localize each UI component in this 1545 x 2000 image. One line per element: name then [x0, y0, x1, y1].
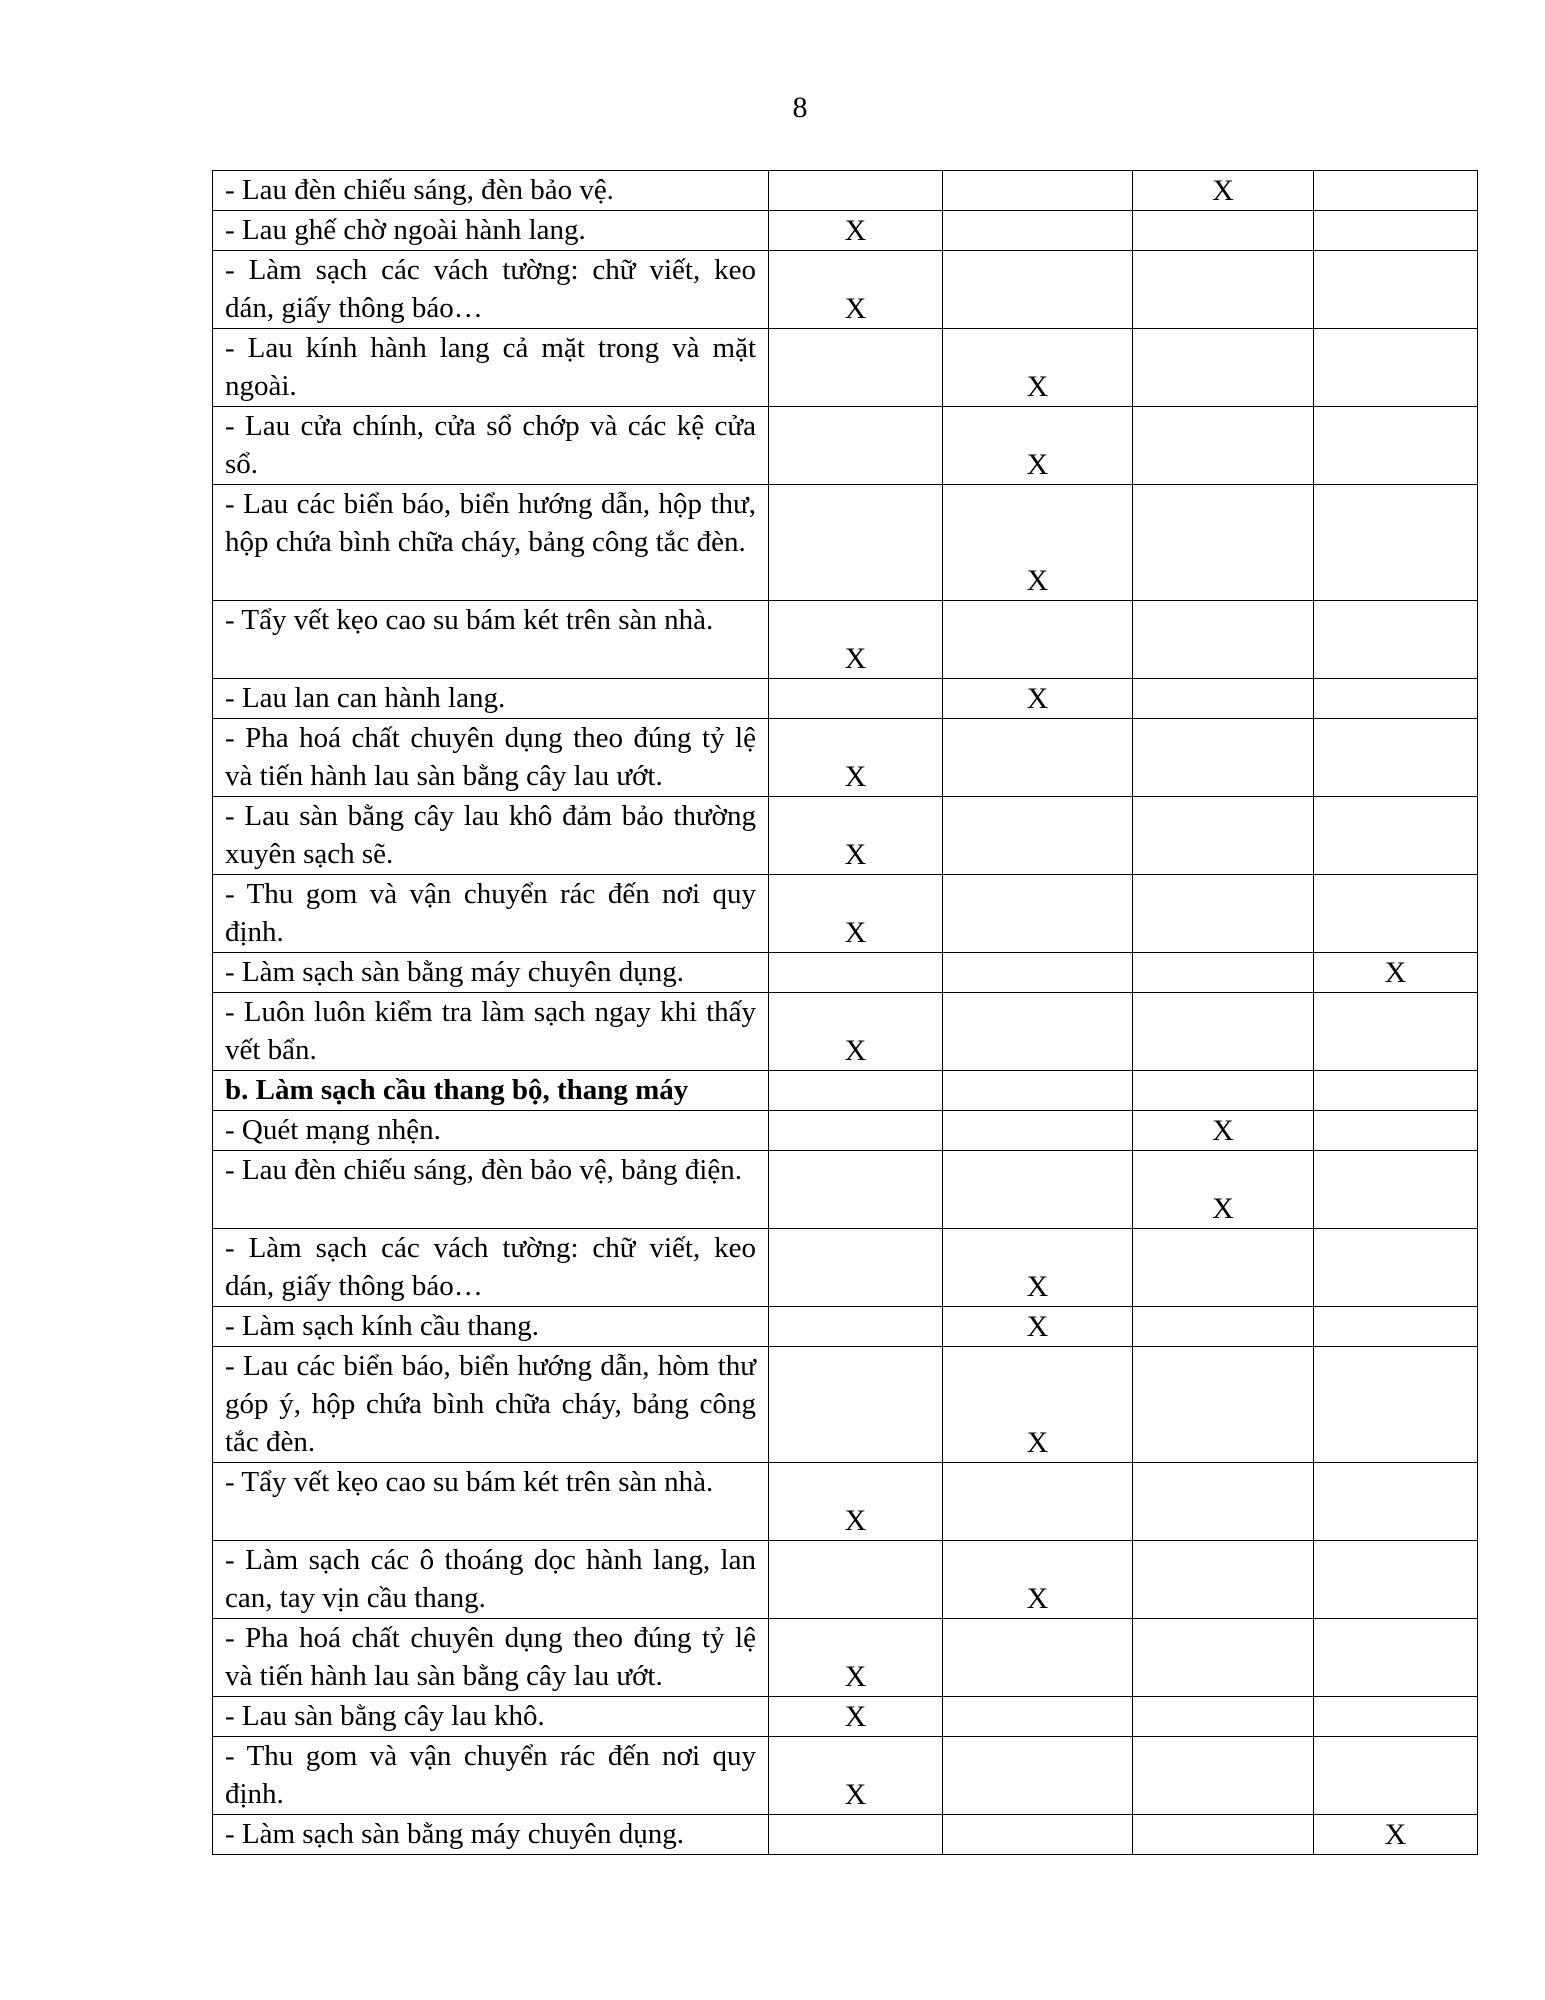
table-row	[213, 1697, 1478, 1737]
task-description: - Pha hoá chất chuyên dụng theo đúng tỷ lệ và tiến hành lau sàn bằng cây lau ướt.	[213, 719, 769, 797]
table-row	[213, 1347, 1478, 1463]
frequency-cell-col4	[1314, 875, 1478, 953]
frequency-cell-col1	[769, 601, 943, 679]
frequency-cell-col2	[943, 601, 1133, 679]
frequency-cell-col3	[1133, 1307, 1314, 1347]
check-mark: X	[844, 838, 867, 871]
table-row	[213, 1151, 1478, 1229]
check-mark: X	[1026, 1582, 1049, 1615]
table-row	[213, 797, 1478, 875]
check-mark: X	[1384, 1818, 1407, 1851]
frequency-cell-col2	[943, 1697, 1133, 1737]
check-mark: X	[1026, 564, 1049, 597]
table-row	[213, 171, 1478, 211]
table-row	[213, 1307, 1478, 1347]
frequency-cell-col1	[769, 1071, 943, 1111]
task-description: - Làm sạch các vách tường: chữ viết, keo dán, giấy thông báo…	[213, 1229, 769, 1307]
frequency-cell-col4	[1314, 1541, 1478, 1619]
table-row	[213, 211, 1478, 251]
check-mark: X	[1026, 448, 1049, 481]
frequency-cell-col3	[1133, 211, 1314, 251]
frequency-cell-col4	[1314, 211, 1478, 251]
table-row	[213, 719, 1478, 797]
task-description: - Lau đèn chiếu sáng, đèn bảo vệ.	[213, 171, 769, 211]
table-row	[213, 329, 1478, 407]
frequency-cell-col3	[1133, 679, 1314, 719]
frequency-cell-col2	[943, 1229, 1133, 1307]
frequency-cell-col4	[1314, 679, 1478, 719]
task-description: - Lau lan can hành lang.	[213, 679, 769, 719]
frequency-cell-col4	[1314, 601, 1478, 679]
task-description: - Làm sạch kính cầu thang.	[213, 1307, 769, 1347]
check-mark: X	[1026, 1426, 1049, 1459]
frequency-cell-col1	[769, 1619, 943, 1697]
check-mark: X	[1384, 956, 1407, 989]
frequency-cell-col3	[1133, 1071, 1314, 1111]
frequency-cell-col2	[943, 1111, 1133, 1151]
frequency-cell-col4	[1314, 251, 1478, 329]
cleaning-schedule-table	[212, 170, 1478, 1855]
frequency-cell-col2	[943, 797, 1133, 875]
frequency-cell-col4	[1314, 1347, 1478, 1463]
frequency-cell-col4	[1314, 797, 1478, 875]
check-mark: X	[844, 1660, 867, 1693]
frequency-cell-col3	[1133, 1151, 1314, 1229]
frequency-cell-col4	[1314, 1111, 1478, 1151]
table-row	[213, 251, 1478, 329]
frequency-cell-col2	[943, 1619, 1133, 1697]
frequency-cell-col2	[943, 719, 1133, 797]
frequency-cell-col4	[1314, 1619, 1478, 1697]
frequency-cell-col1	[769, 1737, 943, 1815]
frequency-cell-col3	[1133, 953, 1314, 993]
table-row	[213, 485, 1478, 601]
frequency-cell-col1	[769, 1229, 943, 1307]
frequency-cell-col1	[769, 211, 943, 251]
frequency-cell-col1	[769, 953, 943, 993]
frequency-cell-col4	[1314, 993, 1478, 1071]
frequency-cell-col2	[943, 679, 1133, 719]
frequency-cell-col1	[769, 993, 943, 1071]
frequency-cell-col4	[1314, 329, 1478, 407]
frequency-cell-col1	[769, 407, 943, 485]
frequency-cell-col3	[1133, 1463, 1314, 1541]
check-mark: X	[844, 292, 867, 325]
frequency-cell-col4	[1314, 1229, 1478, 1307]
frequency-cell-col2	[943, 1071, 1133, 1111]
task-description: - Luôn luôn kiểm tra làm sạch ngay khi thấy vết bẩn.	[213, 993, 769, 1071]
task-description: - Lau kính hành lang cả mặt trong và mặt ngoài.	[213, 329, 769, 407]
frequency-cell-col2	[943, 1307, 1133, 1347]
frequency-cell-col1	[769, 1151, 943, 1229]
check-mark: X	[1212, 174, 1234, 207]
frequency-cell-col4	[1314, 171, 1478, 211]
table-row	[213, 1541, 1478, 1619]
frequency-cell-col4	[1314, 1151, 1478, 1229]
task-description: - Làm sạch sàn bằng máy chuyên dụng.	[213, 953, 769, 993]
check-mark: X	[1026, 682, 1049, 715]
frequency-cell-col3	[1133, 329, 1314, 407]
frequency-cell-col2	[943, 1737, 1133, 1815]
check-mark: X	[844, 760, 867, 793]
frequency-cell-col2	[943, 485, 1133, 601]
frequency-cell-col2	[943, 211, 1133, 251]
task-description: - Thu gom và vận chuyển rác đến nơi quy định.	[213, 1737, 769, 1815]
frequency-cell-col3	[1133, 1229, 1314, 1307]
table-body	[213, 171, 1478, 1855]
frequency-cell-col1	[769, 875, 943, 953]
check-mark: X	[1212, 1192, 1234, 1225]
task-description: - Lau sàn bằng cây lau khô.	[213, 1697, 769, 1737]
check-mark: X	[844, 916, 867, 949]
frequency-cell-col4	[1314, 485, 1478, 601]
frequency-cell-col1	[769, 679, 943, 719]
frequency-cell-col2	[943, 1815, 1133, 1855]
frequency-cell-col4	[1314, 1697, 1478, 1737]
frequency-cell-col4	[1314, 1815, 1478, 1855]
table-row	[213, 953, 1478, 993]
frequency-cell-col2	[943, 875, 1133, 953]
check-mark: X	[844, 1700, 867, 1733]
frequency-cell-col3	[1133, 1697, 1314, 1737]
task-description: - Pha hoá chất chuyên dụng theo đúng tỷ lệ và tiến hành lau sàn bằng cây lau ướt.	[213, 1619, 769, 1697]
frequency-cell-col2	[943, 251, 1133, 329]
check-mark: X	[844, 1778, 867, 1811]
frequency-cell-col1	[769, 485, 943, 601]
table-row	[213, 1463, 1478, 1541]
check-mark: X	[1026, 1270, 1049, 1303]
frequency-cell-col2	[943, 1541, 1133, 1619]
frequency-cell-col4	[1314, 1463, 1478, 1541]
check-mark: X	[844, 1504, 867, 1537]
frequency-cell-col3	[1133, 1619, 1314, 1697]
section-heading: b. Làm sạch cầu thang bộ, thang máy	[213, 1071, 769, 1111]
frequency-cell-col4	[1314, 1737, 1478, 1815]
check-mark: X	[1026, 1310, 1049, 1343]
table-row	[213, 1737, 1478, 1815]
frequency-cell-col1	[769, 719, 943, 797]
task-description: - Quét mạng nhện.	[213, 1111, 769, 1151]
frequency-cell-col2	[943, 1151, 1133, 1229]
frequency-cell-col1	[769, 171, 943, 211]
frequency-cell-col3	[1133, 1541, 1314, 1619]
frequency-cell-col1	[769, 1815, 943, 1855]
table-row	[213, 1111, 1478, 1151]
task-description: - Thu gom và vận chuyển rác đến nơi quy định.	[213, 875, 769, 953]
frequency-cell-col3	[1133, 1737, 1314, 1815]
table-row	[213, 1229, 1478, 1307]
section-heading-row	[213, 1071, 1478, 1111]
frequency-cell-col3	[1133, 485, 1314, 601]
table-row	[213, 993, 1478, 1071]
task-description: - Làm sạch sàn bằng máy chuyên dụng.	[213, 1815, 769, 1855]
frequency-cell-col2	[943, 1347, 1133, 1463]
frequency-cell-col1	[769, 797, 943, 875]
frequency-cell-col3	[1133, 1815, 1314, 1855]
frequency-cell-col4	[1314, 1307, 1478, 1347]
frequency-cell-col1	[769, 1541, 943, 1619]
frequency-cell-col1	[769, 1463, 943, 1541]
check-mark: X	[844, 1034, 867, 1067]
frequency-cell-col3	[1133, 601, 1314, 679]
frequency-cell-col1	[769, 1697, 943, 1737]
check-mark: X	[844, 642, 867, 675]
frequency-cell-col3	[1133, 171, 1314, 211]
frequency-cell-col1	[769, 1307, 943, 1347]
task-description: - Tẩy vết kẹo cao su bám két trên sàn nhà.	[213, 601, 769, 679]
task-description: - Lau các biển báo, biển hướng dẫn, hộp thư, hộp chứa bình chữa cháy, bảng công tắc đèn.	[213, 485, 769, 601]
table-row	[213, 1619, 1478, 1697]
check-mark: X	[844, 214, 867, 247]
table-row	[213, 1815, 1478, 1855]
frequency-cell-col2	[943, 1463, 1133, 1541]
table-row	[213, 601, 1478, 679]
table-row	[213, 679, 1478, 719]
frequency-cell-col3	[1133, 407, 1314, 485]
table-row	[213, 407, 1478, 485]
task-description: - Lau các biển báo, biển hướng dẫn, hòm thư góp ý, hộp chứa bình chữa cháy, bảng công tắc đèn.	[213, 1347, 769, 1463]
check-mark: X	[1212, 1114, 1234, 1147]
page-number: 8	[792, 91, 808, 124]
frequency-cell-col2	[943, 171, 1133, 211]
frequency-cell-col1	[769, 1347, 943, 1463]
frequency-cell-col1	[769, 329, 943, 407]
frequency-cell-col3	[1133, 719, 1314, 797]
frequency-cell-col4	[1314, 719, 1478, 797]
frequency-cell-col3	[1133, 797, 1314, 875]
task-description: - Làm sạch các ô thoáng dọc hành lang, lan can, tay vịn cầu thang.	[213, 1541, 769, 1619]
task-description: - Lau cửa chính, cửa sổ chớp và các kệ cửa sổ.	[213, 407, 769, 485]
check-mark: X	[1026, 370, 1049, 403]
task-description: - Lau đèn chiếu sáng, đèn bảo vệ, bảng điện.	[213, 1151, 769, 1229]
frequency-cell-col3	[1133, 875, 1314, 953]
frequency-cell-col3	[1133, 993, 1314, 1071]
task-description: - Tẩy vết kẹo cao su bám két trên sàn nhà.	[213, 1463, 769, 1541]
frequency-cell-col1	[769, 251, 943, 329]
frequency-cell-col4	[1314, 1071, 1478, 1111]
frequency-cell-col2	[943, 329, 1133, 407]
frequency-cell-col4	[1314, 953, 1478, 993]
frequency-cell-col3	[1133, 1347, 1314, 1463]
frequency-cell-col2	[943, 993, 1133, 1071]
frequency-cell-col4	[1314, 407, 1478, 485]
frequency-cell-col3	[1133, 1111, 1314, 1151]
frequency-cell-col2	[943, 953, 1133, 993]
task-description: - Lau sàn bằng cây lau khô đảm bảo thường xuyên sạch sẽ.	[213, 797, 769, 875]
task-description: - Làm sạch các vách tường: chữ viết, keo dán, giấy thông báo…	[213, 251, 769, 329]
frequency-cell-col2	[943, 407, 1133, 485]
task-description: - Lau ghế chờ ngoài hành lang.	[213, 211, 769, 251]
frequency-cell-col1	[769, 1111, 943, 1151]
frequency-cell-col3	[1133, 251, 1314, 329]
table-row	[213, 875, 1478, 953]
